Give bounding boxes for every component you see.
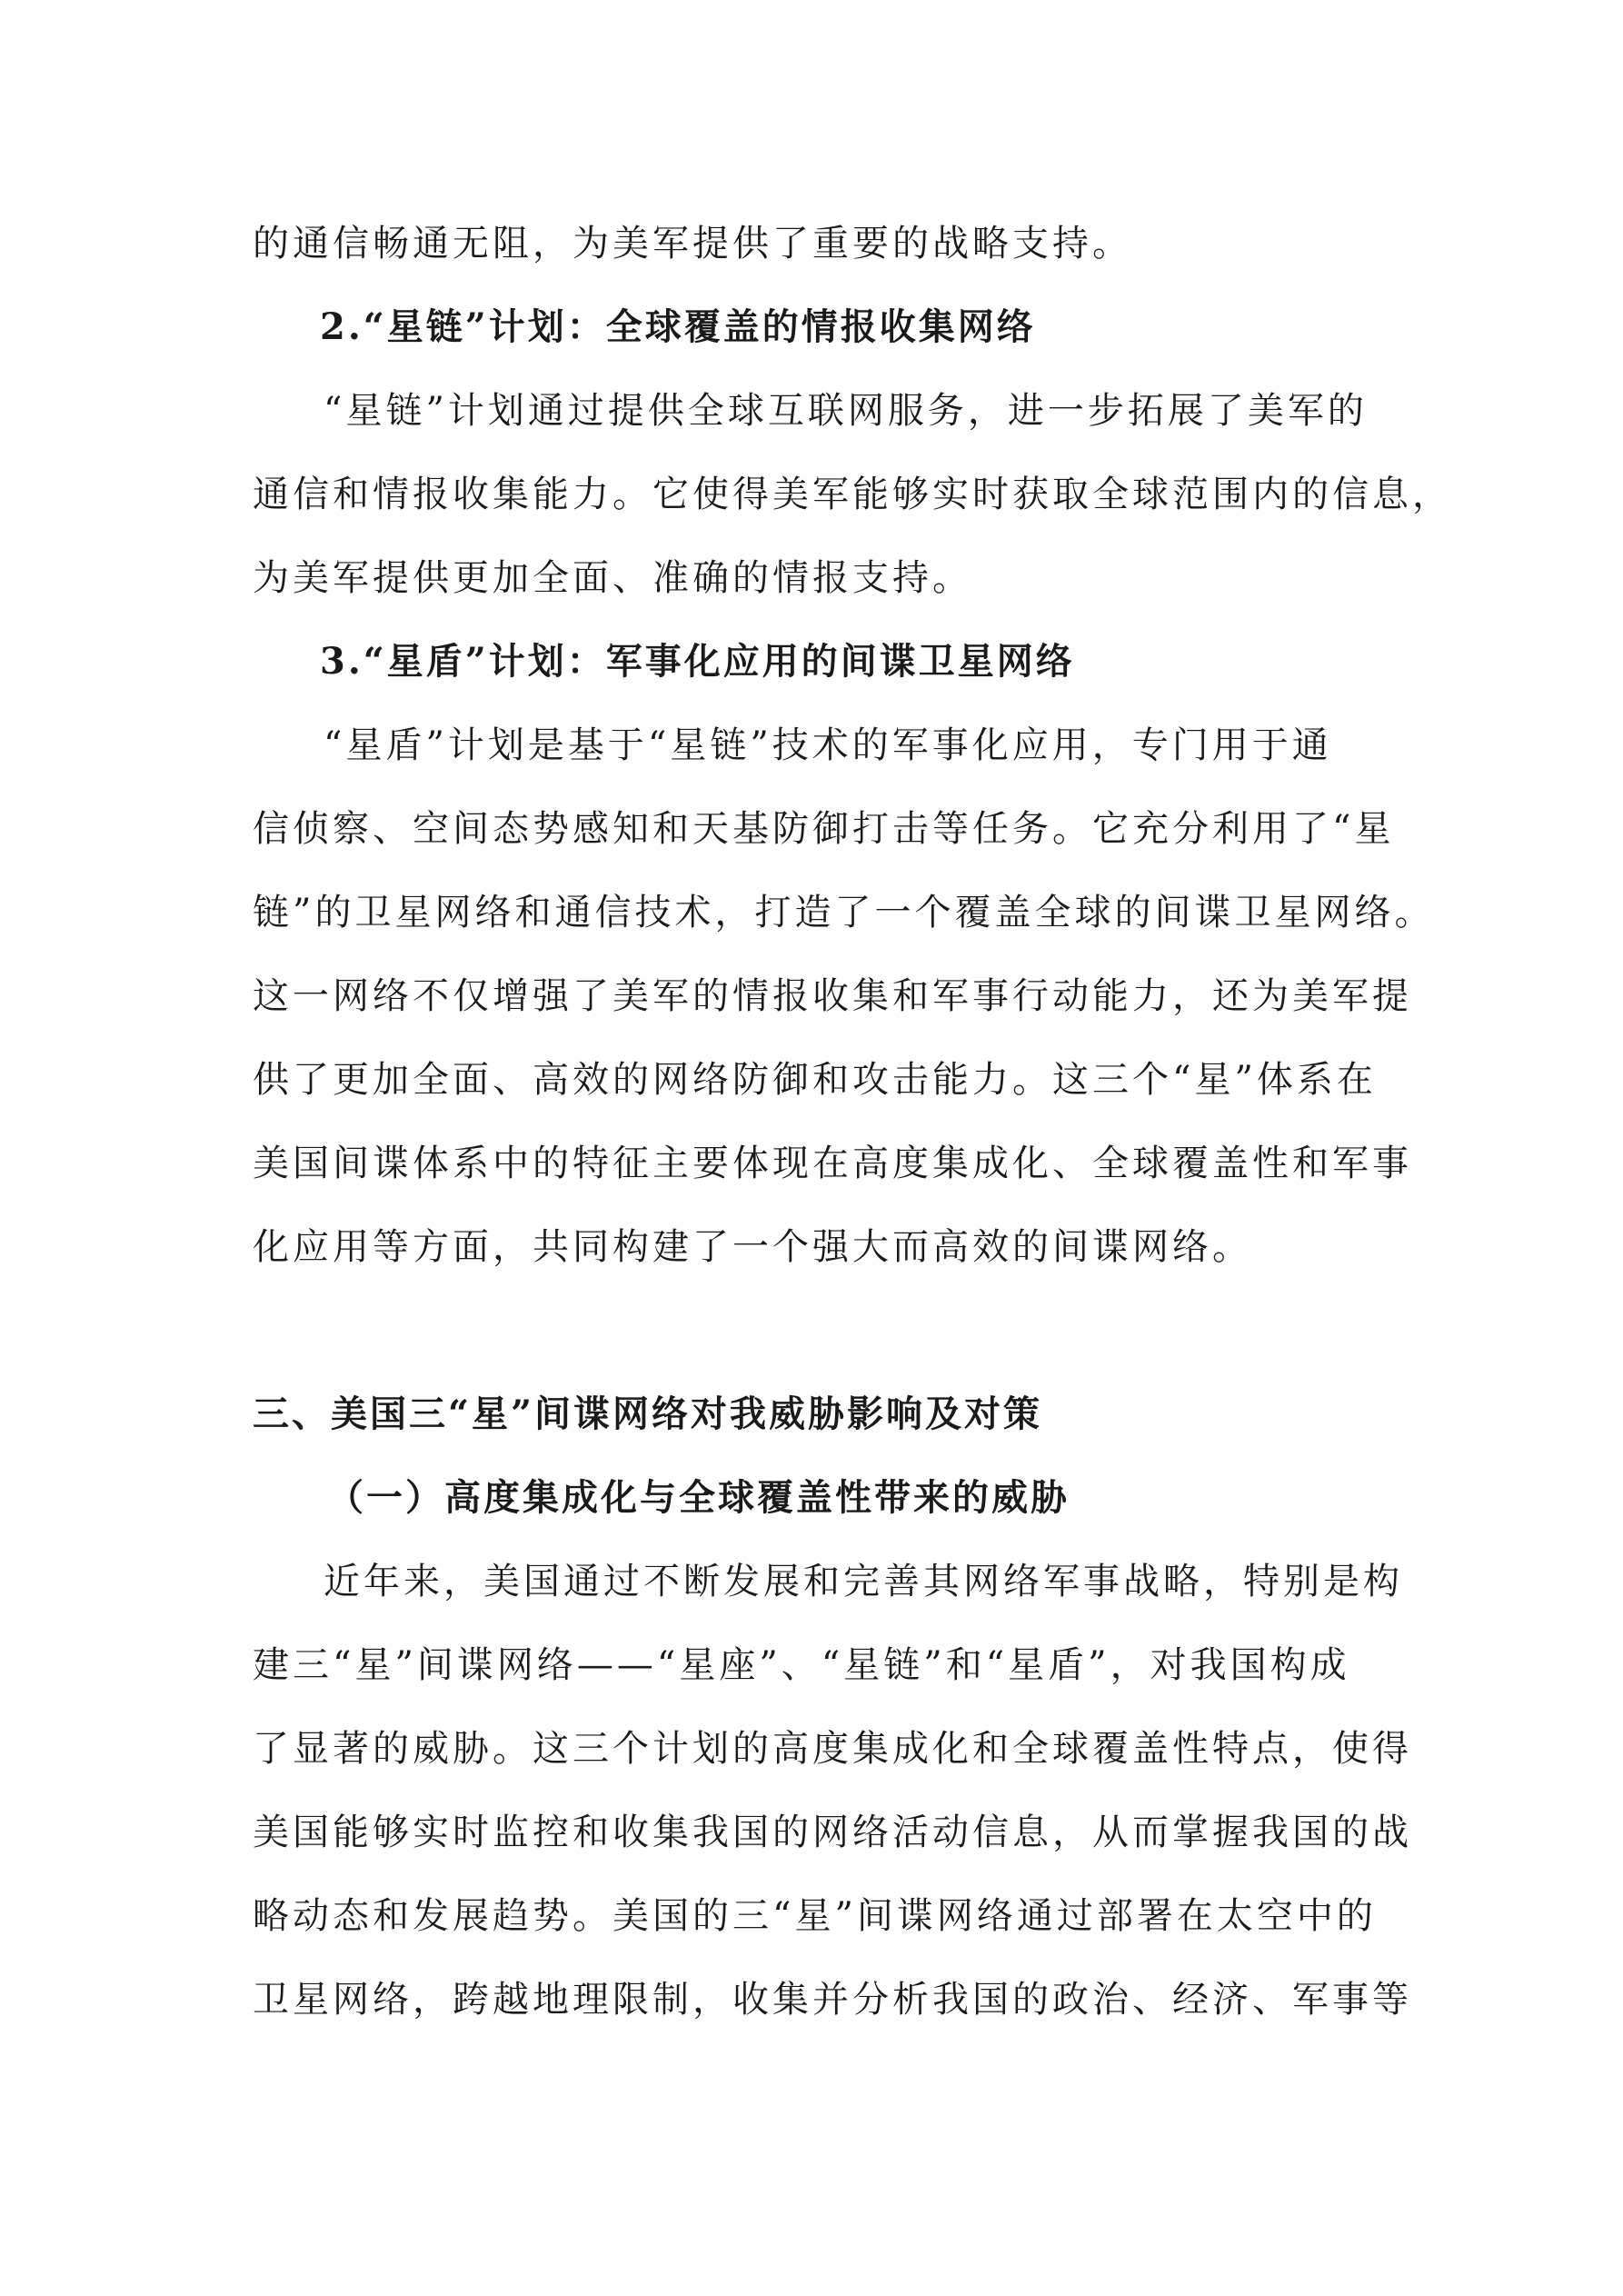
paragraph-line: 这一网络不仅增强了美军的情报收集和军事行动能力，还为美军提	[253, 975, 1412, 1017]
subheading-starlink: 2.“星链”计划：全球覆盖的情报收集网络	[320, 305, 1036, 348]
paragraph-line: 了显著的威胁。这三个计划的高度集成化和全球覆盖性特点，使得	[253, 1728, 1412, 1770]
paragraph-line: 近年来，美国通过不断发展和完善其网络军事战略，特别是构	[324, 1561, 1403, 1602]
paragraph-line: 通信和情报收集能力。它使得美军能够实时获取全球范围内的信息，	[253, 474, 1452, 515]
paragraph-line: 建三“星”间谍网络——“星座”、“星链”和“星盾”，对我国构成	[253, 1644, 1350, 1686]
paragraph-line: 略动态和发展趋势。美国的三“星”间谍网络通过部署在太空中的	[253, 1895, 1377, 1937]
paragraph-line: 卫星网络，跨越地理限制，收集并分析我国的政治、经济、军事等	[253, 1979, 1412, 2021]
subheading-starshield: 3.“星盾”计划：军事化应用的间谍卫星网络	[320, 640, 1075, 683]
subsection-heading-one: （一）高度集成化与全球覆盖性带来的威胁	[327, 1476, 1070, 1519]
paragraph-line: 美国间谍体系中的特征主要体现在高度集成化、全球覆盖性和军事	[253, 1143, 1412, 1184]
paragraph-line: 化应用等方面，共同构建了一个强大而高效的间谍网络。	[253, 1226, 1252, 1268]
paragraph-line: 链”的卫星网络和通信技术，打造了一个覆盖全球的间谍卫星网络。	[253, 892, 1435, 933]
paragraph-line: “星盾”计划是基于“星链”技术的军事化应用，专门用于通	[324, 724, 1332, 766]
paragraph-line: 美国能够实时监控和收集我国的网络活动信息，从而掌握我国的战	[253, 1812, 1412, 1853]
paragraph-line: “星链”计划通过提供全球互联网服务，进一步拓展了美军的	[324, 390, 1368, 432]
section-heading-three: 三、美国三“星”间谍网络对我威胁影响及对策	[253, 1393, 1043, 1435]
paragraph-line: 为美军提供更加全面、准确的情报支持。	[253, 557, 972, 599]
paragraph-line: 信侦察、空间态势感知和天基防御打击等任务。它充分利用了“星	[253, 808, 1395, 850]
paragraph-line: 供了更加全面、高效的网络防御和攻击能力。这三个“星”体系在	[253, 1059, 1377, 1101]
paragraph-line: 的通信畅通无阻，为美军提供了重要的战略支持。	[253, 223, 1132, 265]
